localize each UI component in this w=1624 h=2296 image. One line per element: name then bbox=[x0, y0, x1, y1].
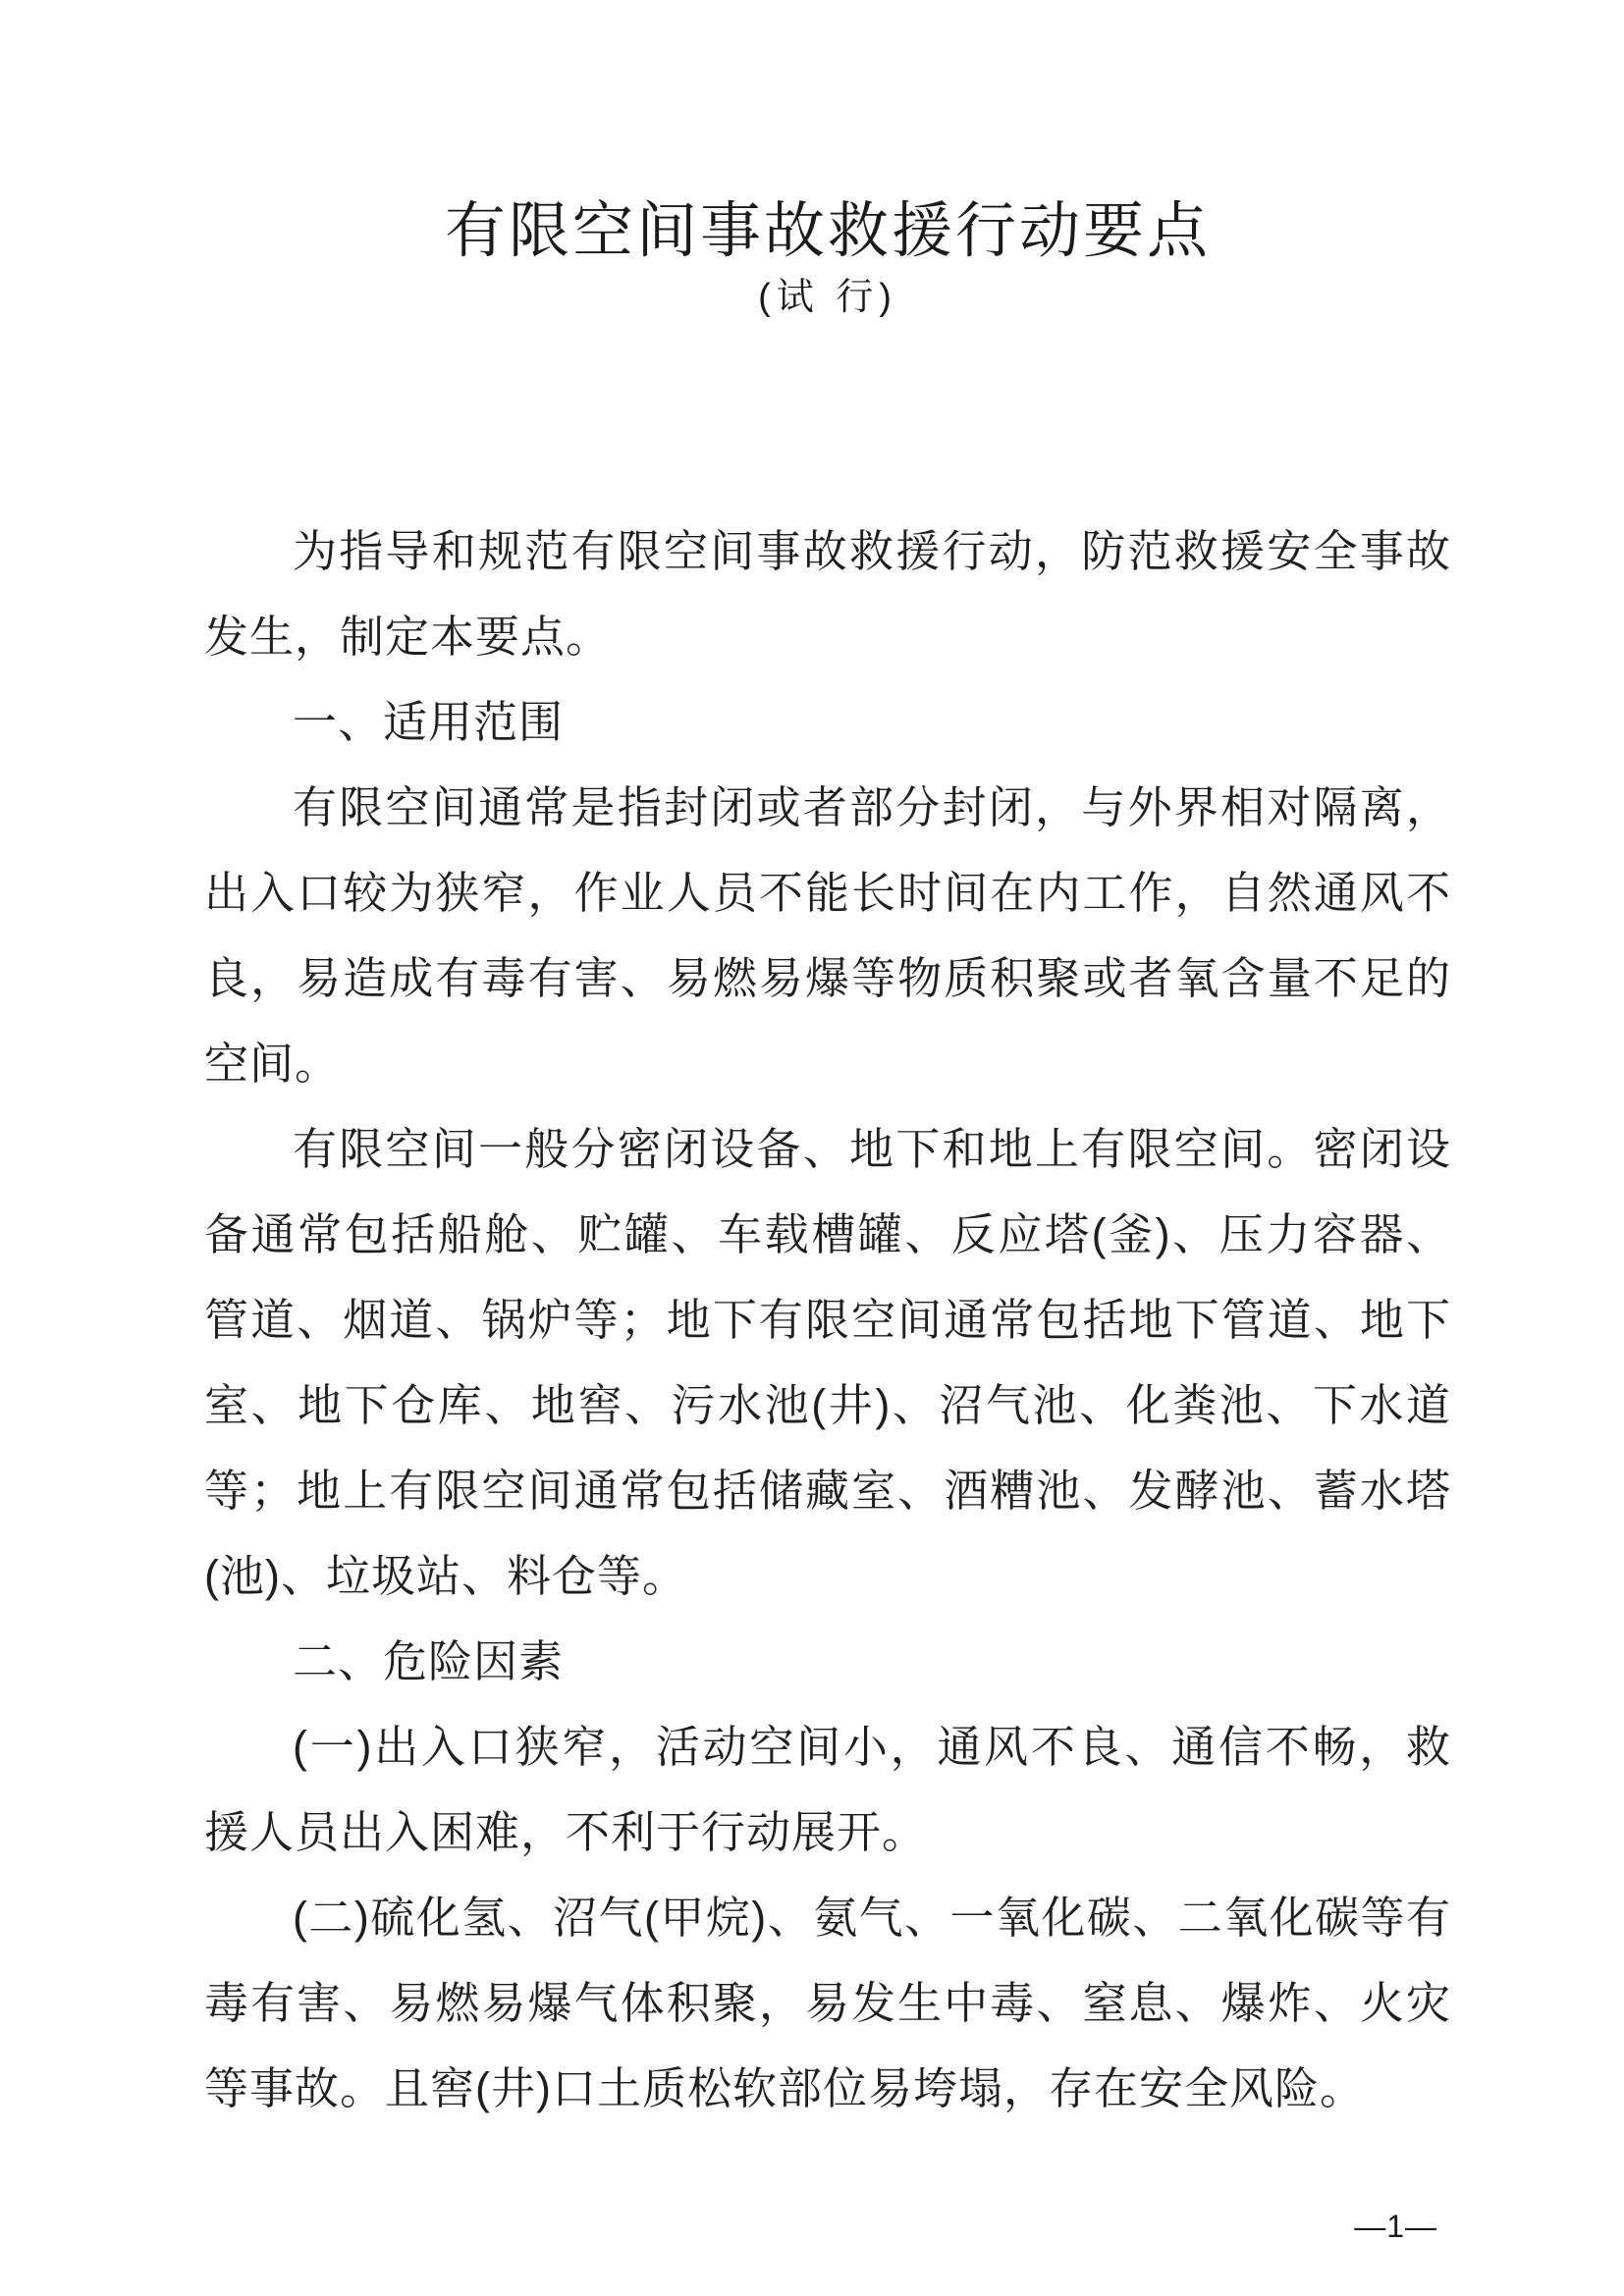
paragraph: 有限空间通常是指封闭或者部分封闭，与外界相对隔离，出入口较为狭窄，作业人员不能长时间在内工作，自然通风不良，易造成有毒有害、易燃易爆等物质积聚或者氧含量不足的空间。 bbox=[204, 782, 1451, 1089]
section-heading: 一、适用范围 bbox=[293, 697, 565, 747]
page-number: —1— bbox=[1354, 2209, 1437, 2244]
paragraph: 为指导和规范有限空间事故救援行动，防范救援安全事故发生，制定本要点。 bbox=[204, 526, 1451, 662]
paragraph: (一)出入口狭窄，活动空间小，通风不良、通信不畅，救援人员出入困难，不利于行动展开。 bbox=[204, 1722, 1451, 1857]
paragraph: (二)硫化氢、沼气(甲烷)、氨气、一氧化碳、二氧化碳等有毒有害、易燃易爆气体积聚，易发生中毒、窒息、爆炸、火灾等事故。且窖(井)口土质松软部位易垮塌，存在安全风险。 bbox=[204, 1893, 1451, 2113]
document-subtitle: (试 行) bbox=[758, 277, 897, 318]
document-body bbox=[204, 508, 1451, 2131]
document-title: 有限空间事故救援行动要点 bbox=[444, 197, 1211, 265]
section-heading: 二、危险因素 bbox=[293, 1636, 565, 1686]
paragraph: 有限空间一般分密闭设备、地下和地上有限空间。密闭设备通常包括船舱、贮罐、车载槽罐、反应塔(釜)、压力容器、管道、烟道、锅炉等；地下有限空间通常包括地下管道、地下室、地下仓库、地窖、污水池(井)、沼气池、化粪池、下水道等；地上有限空间通常包括储藏室、酒糟池、发酵池、蓄水塔(池)、垃圾站、料仓等。 bbox=[204, 1124, 1451, 1601]
